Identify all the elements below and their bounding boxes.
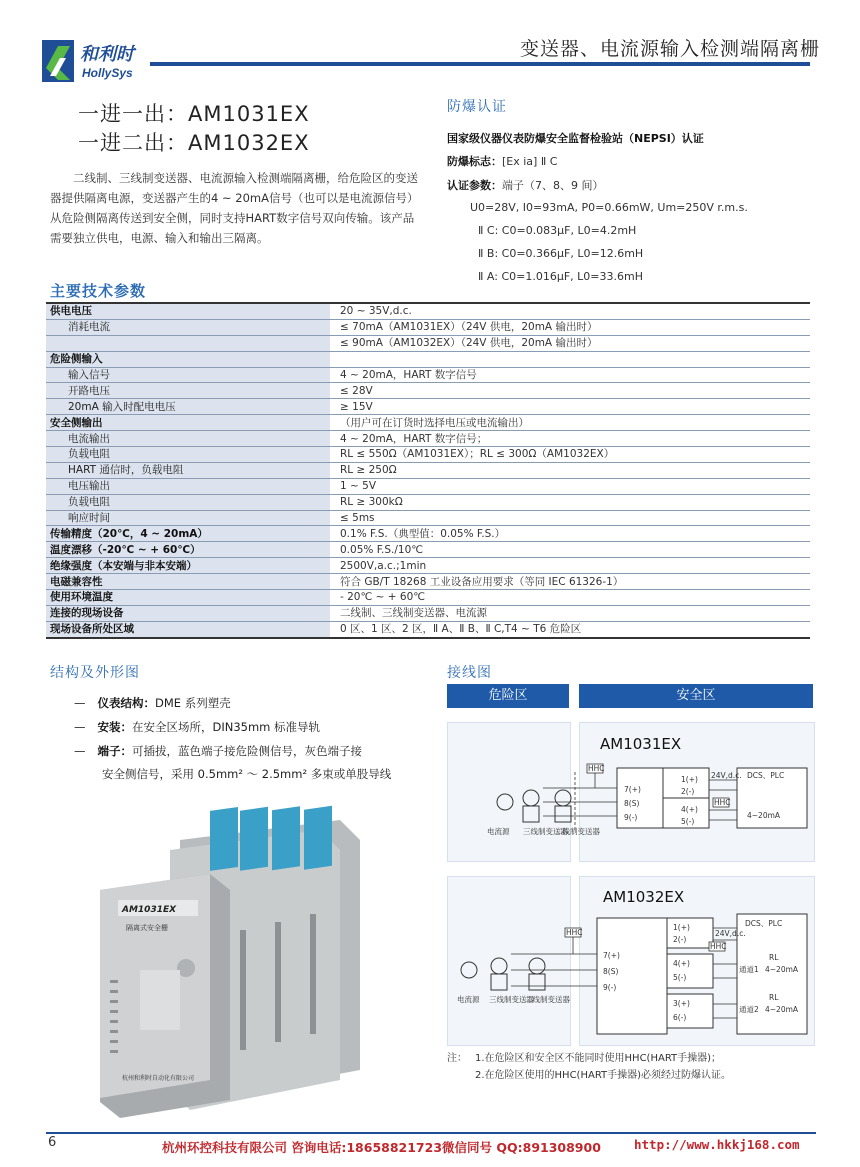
svg-text:DCS、PLC: DCS、PLC — [745, 919, 783, 928]
structure-heading: 结构及外形图 — [50, 665, 140, 681]
structure-item-mounting: — 安装：在安全区场所，DIN35mm 标准导轨 — [74, 720, 321, 734]
svg-text:4(+): 4(+) — [681, 805, 698, 814]
spec-label: 电流输出 — [46, 431, 330, 447]
diagram1-title: AM1031EX — [600, 735, 682, 753]
table-row — [46, 605, 810, 621]
spec-value: （用户可在订货时选择电压或电流输出） — [330, 415, 810, 431]
table-row — [46, 590, 810, 606]
spec-label: 连接的现场设备 — [46, 605, 330, 621]
spec-label: 温度漂移（-20℃ ~ + 60℃） — [46, 542, 330, 558]
svg-text:1(+): 1(+) — [673, 923, 690, 932]
spec-label — [46, 335, 330, 351]
spec-value: RL ≥ 300kΩ — [330, 494, 810, 510]
diagram2-title: AM1032EX — [603, 888, 685, 906]
table-row — [46, 367, 810, 383]
svg-text:8(S): 8(S) — [603, 967, 619, 976]
spec-label: 安全侧输出 — [46, 415, 330, 431]
svg-text:三线制变送器: 三线制变送器 — [523, 827, 568, 836]
product-image — [60, 780, 400, 1120]
svg-text:4~20mA: 4~20mA — [747, 811, 781, 820]
svg-text:HHC: HHC — [588, 764, 605, 773]
table-row — [46, 335, 810, 351]
svg-text:1(+): 1(+) — [681, 775, 698, 784]
cert-line-u: U0=28V, I0=93mA, P0=0.66mW, Um=250V r.m.s. — [470, 201, 748, 214]
svg-text:24V,d.c.: 24V,d.c. — [711, 771, 742, 780]
logo-english: HollySys — [82, 66, 133, 80]
table-row — [46, 494, 810, 510]
table-row — [46, 431, 810, 447]
svg-text:9(-): 9(-) — [624, 813, 638, 822]
svg-text:DCS、PLC: DCS、PLC — [747, 771, 785, 780]
model-line-2: 一进二出：AM1032EX — [78, 131, 310, 155]
table-row — [46, 415, 810, 431]
spec-label: 绝缘强度（本安端与非本安端） — [46, 558, 330, 574]
svg-text:HHC: HHC — [566, 928, 583, 937]
spec-label: 负载电阻 — [46, 447, 330, 463]
table-row — [46, 399, 810, 415]
note-1: 注： 1.在危险区和安全区不能同时使用HHC(HART手操器)； — [447, 1053, 722, 1064]
spec-value: 二线制、三线制变送器、电流源 — [330, 605, 810, 621]
cert-line-iic: Ⅱ C: C0=0.083μF, L0=4.2mH — [478, 224, 637, 237]
table-row — [46, 383, 810, 399]
cert-line-iib: Ⅱ B: C0=0.366μF, L0=12.6mH — [478, 247, 644, 260]
spec-label: 消耗电流 — [46, 319, 330, 335]
company-logo — [40, 38, 148, 86]
svg-text:5(-): 5(-) — [681, 817, 695, 826]
spec-value — [330, 351, 810, 367]
wiring-notes — [447, 1050, 731, 1084]
svg-text:二线制变送器: 二线制变送器 — [525, 995, 570, 1004]
svg-text:4~20mA: 4~20mA — [765, 965, 799, 974]
table-row — [46, 574, 810, 590]
svg-text:2(-): 2(-) — [681, 787, 695, 796]
page-number: 6 — [48, 1135, 57, 1150]
logo-chinese: 和利时 — [80, 44, 134, 65]
svg-text:4(+): 4(+) — [673, 959, 690, 968]
table-row — [46, 542, 810, 558]
svg-text:通道1: 通道1 — [739, 965, 759, 974]
footer-divider — [46, 1132, 816, 1134]
table-row — [46, 558, 810, 574]
spec-value: RL ≤ 550Ω（AM1031EX）；RL ≤ 300Ω（AM1032EX） — [330, 447, 810, 463]
spec-table — [46, 302, 810, 639]
svg-text:HHC: HHC — [710, 942, 727, 951]
svg-text:二线制变送器: 二线制变送器 — [555, 827, 600, 836]
header-title: 变送器、电流源输入检测端隔离栅 — [519, 38, 820, 60]
table-row — [46, 462, 810, 478]
spec-value: ≤ 5ms — [330, 510, 810, 526]
spec-label: 负载电阻 — [46, 494, 330, 510]
svg-text:RL: RL — [769, 953, 779, 962]
cert-mark: 防爆标志：[Ex ia] Ⅱ C — [447, 155, 558, 168]
module-stack-icon — [100, 806, 360, 1118]
spec-value: 1 ~ 5V — [330, 478, 810, 494]
note-2: 2.在危险区使用的HHC(HART手操器)必须经过防爆认证。 — [475, 1070, 732, 1081]
intro-paragraph: 二线制、三线制变送器、电流源输入检测端隔离栅，给危险区的变送器提供隔离电源，变送器产生的4 ~ 20mA信号（也可以是电流源信号）从危险侧隔离传送到安全侧，同时支持HART数字信号双向传输。该产品需要独立供电，电源、输入和输出三隔离。 — [50, 171, 418, 245]
svg-text:电流源: 电流源 — [457, 995, 480, 1004]
spec-value: 0.1% F.S.（典型值：0.05% F.S.） — [330, 526, 810, 542]
spec-value: 4 ~ 20mA，HART 数字信号； — [330, 431, 810, 447]
spec-value: ≤ 28V — [330, 383, 810, 399]
product-brand-label: 杭州和利时自动化有限公司 — [122, 1075, 195, 1082]
spec-label: 20mA 输入时配电电压 — [46, 399, 330, 415]
table-row — [46, 447, 810, 463]
svg-text:8(S): 8(S) — [624, 799, 640, 808]
svg-text:9(-): 9(-) — [603, 983, 617, 992]
svg-text:4~20mA: 4~20mA — [765, 1005, 799, 1014]
table-row — [46, 319, 810, 335]
structure-item-terminal-cont: 安全侧信号，采用 0.5mm² ～ 2.5mm² 多束或单股导线 — [102, 767, 392, 781]
svg-text:6(-): 6(-) — [673, 1013, 687, 1022]
spec-label: 电磁兼容性 — [46, 574, 330, 590]
spec-label: 输入信号 — [46, 367, 330, 383]
cert-heading: 防爆认证 — [447, 99, 507, 115]
svg-text:电流源: 电流源 — [487, 827, 510, 836]
svg-text:三线制变送器: 三线制变送器 — [489, 995, 534, 1004]
spec-value: 0.05% F.S./10℃ — [330, 542, 810, 558]
svg-text:5(-): 5(-) — [673, 973, 687, 982]
spec-label: 电压输出 — [46, 478, 330, 494]
structure-item-terminal: — 端子：可插拔，蓝色端子接危险侧信号，灰色端子接 — [74, 744, 362, 758]
hazard-zone-bar: 危险区 — [447, 684, 569, 708]
header-divider — [150, 62, 810, 66]
spec-label: 使用环境温度 — [46, 590, 330, 606]
svg-text:2(-): 2(-) — [673, 935, 687, 944]
spec-label: HART 通信时，负载电阻 — [46, 462, 330, 478]
spec-value: ≤ 90mA（AM1032EX）（24V 供电，20mA 输出时） — [330, 335, 810, 351]
table-row — [46, 526, 810, 542]
svg-text:HHC: HHC — [714, 798, 731, 807]
spec-label: 开路电压 — [46, 383, 330, 399]
wiring-heading: 接线图 — [447, 665, 492, 681]
svg-text:3(+): 3(+) — [673, 999, 690, 1008]
svg-text:RL: RL — [769, 993, 779, 1002]
table-row — [46, 510, 810, 526]
table-row — [46, 303, 810, 319]
spec-label: 响应时间 — [46, 510, 330, 526]
svg-text:7(+): 7(+) — [624, 785, 641, 794]
spec-value: 2500V,a.c.;1min — [330, 558, 810, 574]
table-row — [46, 478, 810, 494]
svg-text:7(+): 7(+) — [603, 951, 620, 960]
safe-zone-bar: 安全区 — [579, 684, 813, 708]
structure-item-casing: — 仪表结构：DME 系列塑壳 — [74, 696, 231, 710]
footer-contact: 杭州环控科技有限公司 咨询电话:18658821723微信同号 QQ:891308900 — [162, 1140, 601, 1155]
spec-heading: 主要技术参数 — [50, 282, 147, 300]
spec-value: ≤ 70mA（AM1031EX）（24V 供电，20mA 输出时） — [330, 319, 810, 335]
spec-value: 20 ~ 35V,d.c. — [330, 303, 810, 319]
spec-label: 供电电压 — [46, 303, 330, 319]
footer-website-link[interactable]: http://www.hkkj168.com — [634, 1137, 800, 1152]
svg-text:24V,d.c.: 24V,d.c. — [715, 929, 746, 938]
spec-value: - 20℃ ~ + 60℃ — [330, 590, 810, 606]
spec-label: 现场设备所处区域 — [46, 621, 330, 637]
spec-value: 4 ~ 20mA，HART 数字信号 — [330, 367, 810, 383]
spec-label: 危险侧输入 — [46, 351, 330, 367]
table-row — [46, 351, 810, 367]
wiring-diagram-2 — [447, 876, 813, 1044]
spec-value: 符合 GB/T 18268 工业设备应用要求（等同 IEC 61326-1） — [330, 574, 810, 590]
svg-text:通道2: 通道2 — [739, 1005, 759, 1014]
spec-label: 传输精度（20℃，4 ~ 20mA） — [46, 526, 330, 542]
cert-station: 国家级仪器仪表防爆安全监督检验站（NEPSI）认证 — [447, 132, 704, 145]
model-line-1: 一进一出：AM1031EX — [78, 102, 310, 126]
cert-line-iia: Ⅱ A: C0=1.016μF, L0=33.6mH — [478, 270, 643, 283]
wiring-diagram-1 — [447, 722, 813, 860]
spec-value: RL ≥ 250Ω — [330, 462, 810, 478]
spec-value: ≥ 15V — [330, 399, 810, 415]
cert-params: 认证参数：端子（7、8、9 间） — [447, 179, 604, 192]
spec-value: 0 区、1 区、2 区，Ⅱ A、Ⅱ B、Ⅱ C,T4 ~ T6 危险区 — [330, 621, 810, 637]
product-sub-label: 隔离式安全栅 — [126, 924, 168, 932]
table-row — [46, 621, 810, 637]
product-model-label: AM1031EX — [122, 905, 177, 915]
